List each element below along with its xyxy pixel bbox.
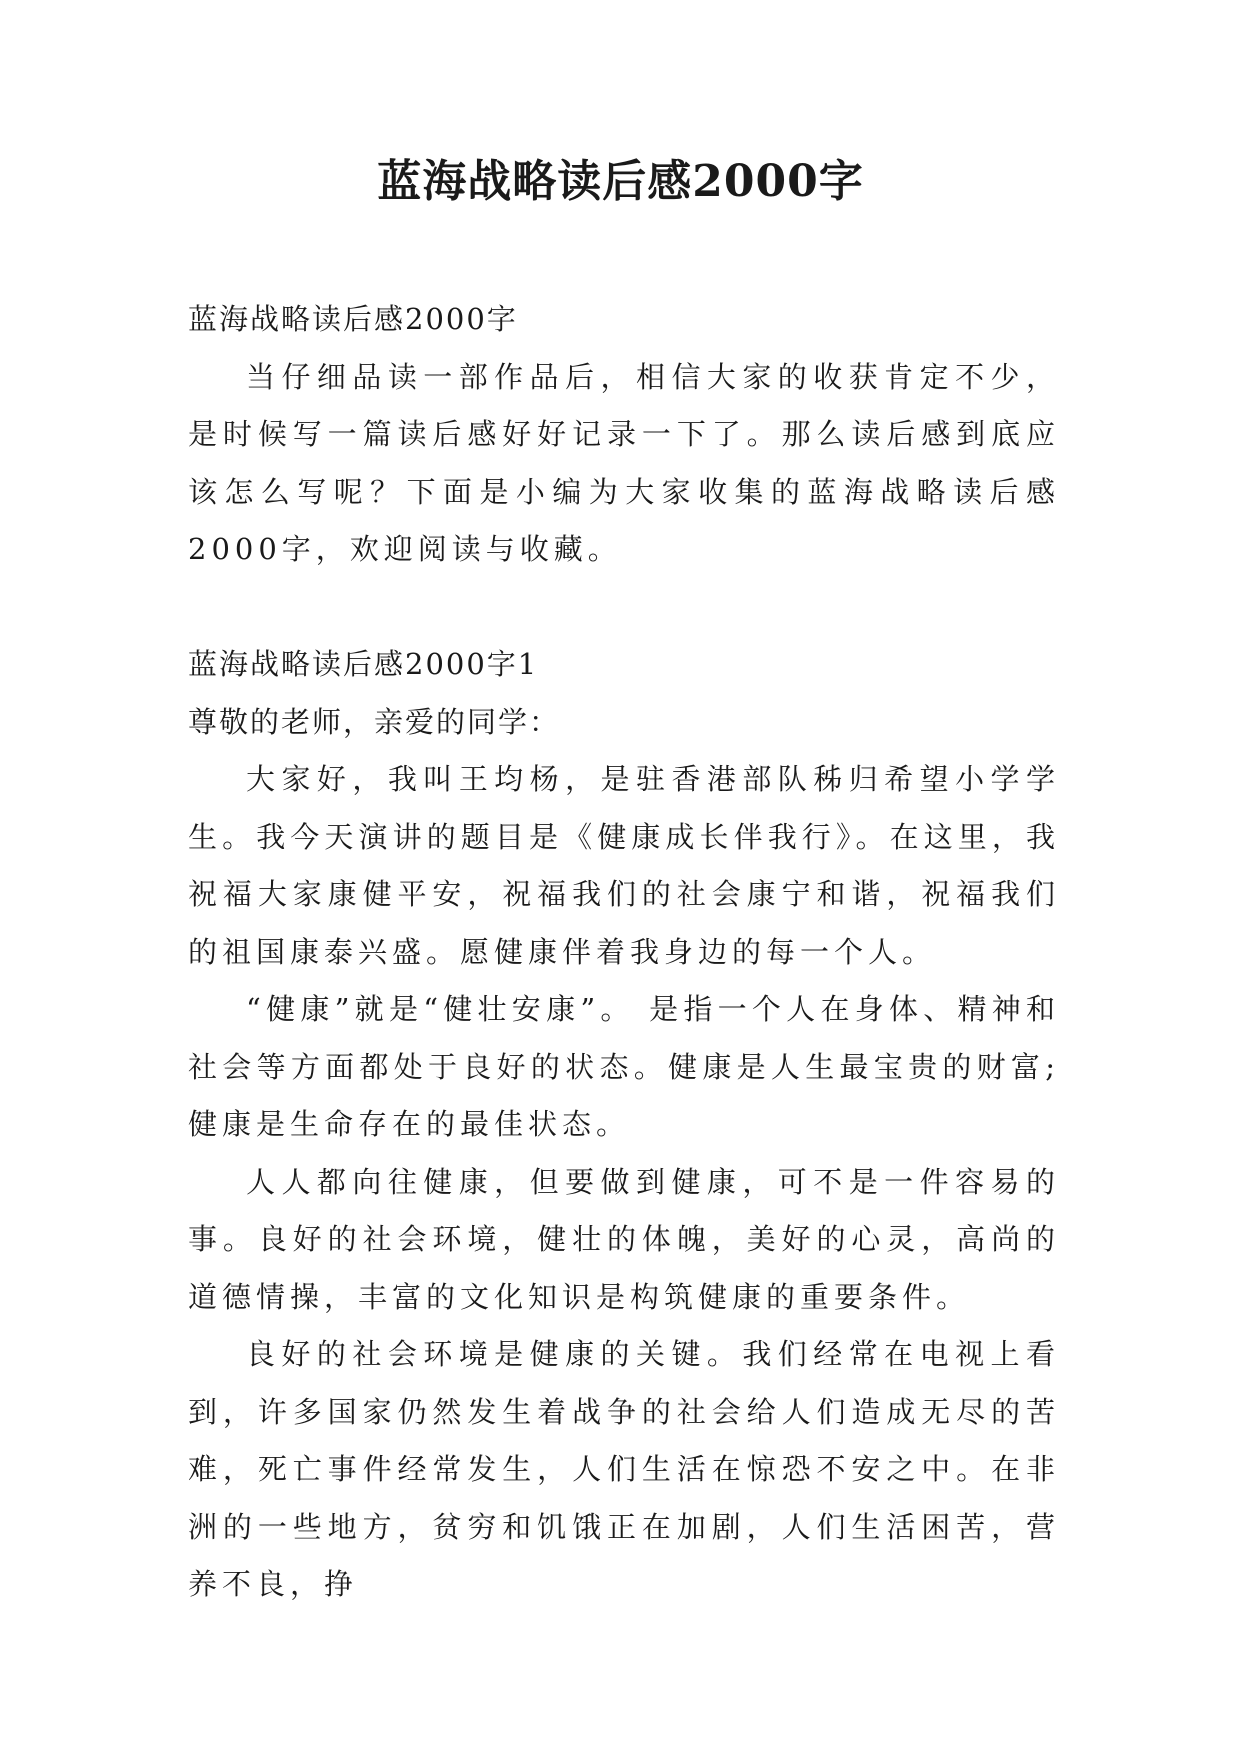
body-paragraph: 人人都向往健康，但要做到健康，可不是一件容易的事。良好的社会环境，健壮的体魄，美好的心灵，高尚的道德情操，丰富的文化知识是构筑健康的重要条件。 — [188, 1164, 1060, 1314]
document-subtitle: 蓝海战略读后感2000字 — [188, 302, 518, 336]
paragraph-gap — [188, 579, 1060, 637]
document-body — [188, 291, 1060, 1614]
body-paragraph: 大家好，我叫王均杨，是驻香港部队秭归希望小学学生。我今天演讲的题目是《健康成长伴我行》。在这里，我祝福大家康健平安，祝福我们的社会康宁和谐，祝福我们的祖国康泰兴盛。愿健康伴着我身边的每一个人。 — [188, 762, 1060, 969]
salutation: 尊敬的老师，亲爱的同学： — [188, 704, 561, 739]
body-paragraph: “健康”就是“健壮安康”。 是指一个人在身体、精神和社会等方面都处于良好的状态。健康是人生最宝贵的财富;健康是生命存在的最佳状态。 — [188, 992, 1060, 1141]
body-paragraph: 良好的社会环境是健康的关键。我们经常在电视上看到，许多国家仍然发生着战争的社会给人们造成无尽的苦难，死亡事件经常发生，人们生活在惊恐不安之中。在非洲的一些地方，贫穷和饥饿正在加剧，人们生活困苦，营养不良，挣 — [188, 1337, 1060, 1601]
document-title: 蓝海战略读后感2000字 — [377, 156, 864, 207]
intro-paragraph: 当仔细品读一部作品后，相信大家的收获肯定不少，是时候写一篇读后感好好记录一下了。那么读后感到底应该怎么写呢？下面是小编为大家收集的蓝海战略读后感2000字，欢迎阅读与收藏。 — [188, 359, 1060, 566]
section-heading: 蓝海战略读后感2000字1 — [188, 647, 539, 681]
